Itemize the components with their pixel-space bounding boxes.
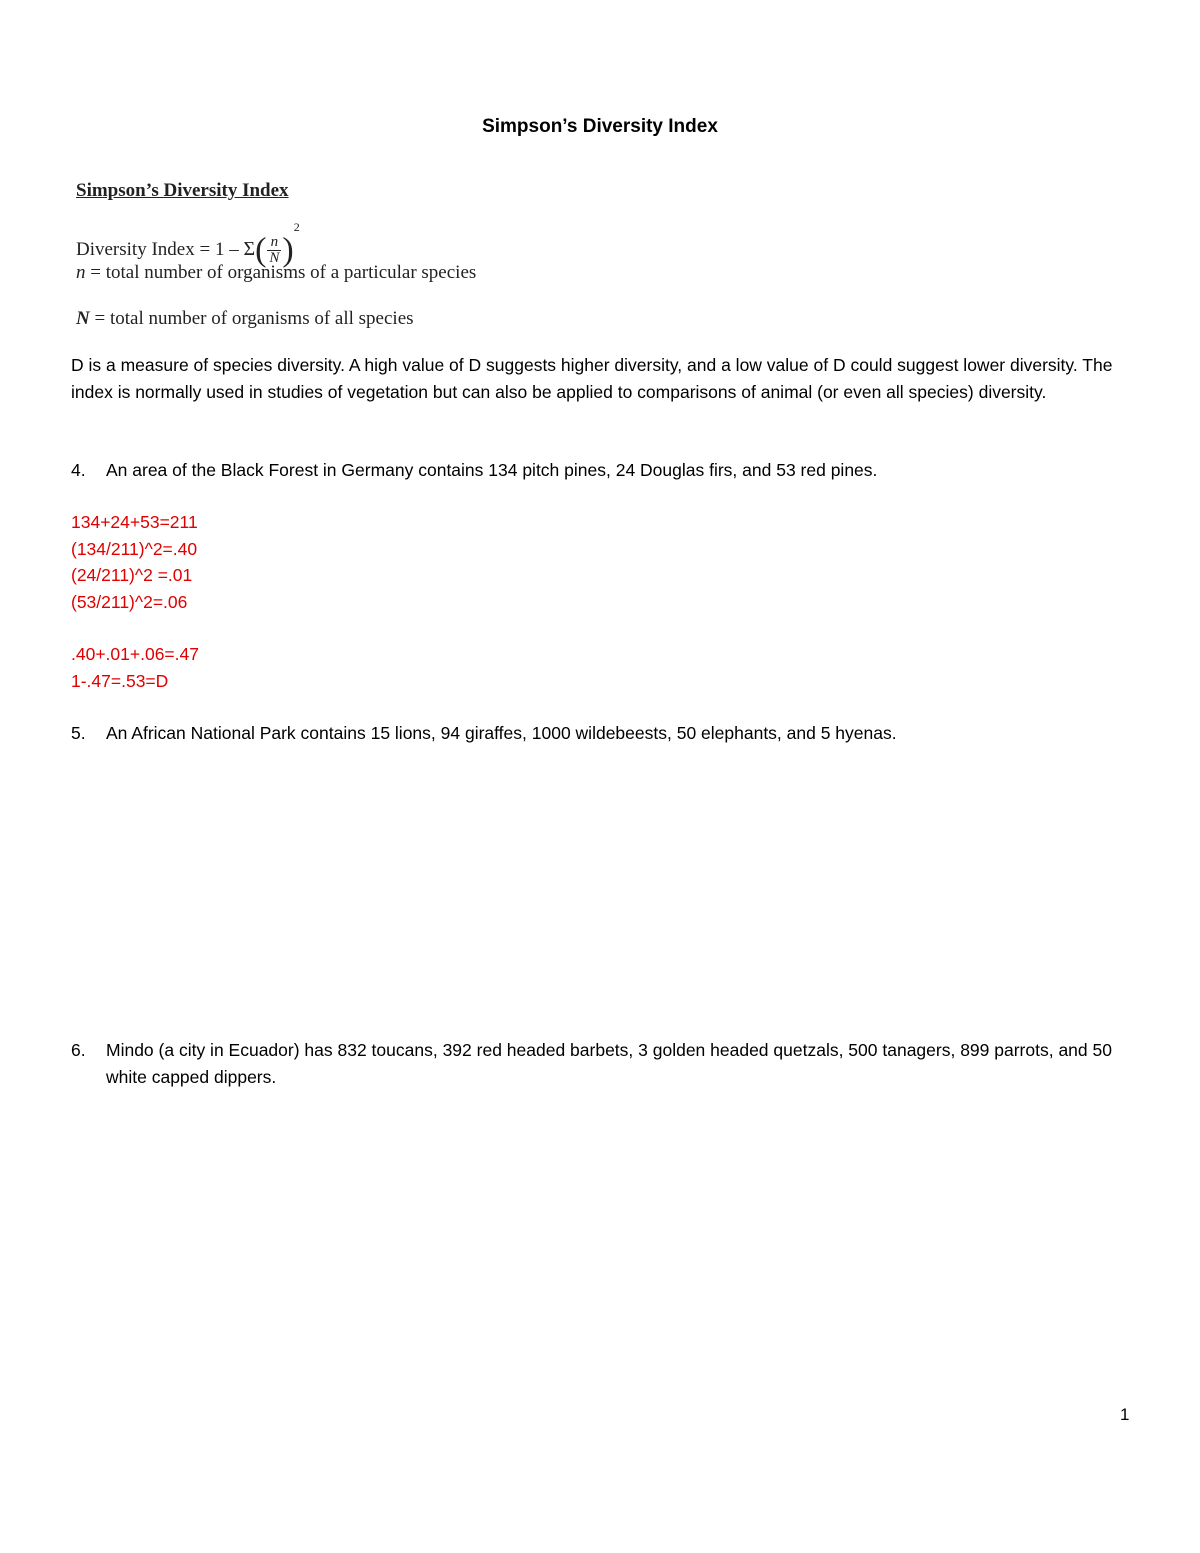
question-text: Mindo (a city in Ecuador) has 832 toucans, 392 red headed barbets, 3 golden headed quetzals, 500 tanagers, 899 parrots, and 50 white capped dippers.	[106, 1040, 1112, 1087]
answer-line: (134/211)^2=.40	[71, 538, 198, 559]
n-variable: n	[76, 262, 86, 283]
N-variable: N	[76, 308, 90, 329]
question-text: An African National Park contains 15 lions, 94 giraffes, 1000 wildebeests, 50 elephants, and 5 hyenas.	[106, 723, 897, 743]
fraction-numerator: n	[267, 235, 281, 251]
question-6	[71, 1037, 1131, 1091]
answer-line: 1-.47=.53=D	[71, 670, 169, 691]
question-number: 4.	[71, 460, 86, 480]
fraction-denominator: N	[269, 250, 280, 267]
answer-work-block-1	[71, 509, 198, 615]
answer-line: 134+24+53=211	[71, 512, 198, 532]
question-4	[71, 457, 1131, 484]
question-number: 5.	[71, 723, 86, 743]
answer-line: (24/211)^2 =.01	[71, 565, 193, 585]
answer-line: .40+.01+.06=.47	[71, 644, 199, 664]
page-number: 1	[1120, 1405, 1130, 1424]
n-definition	[76, 262, 476, 284]
answer-line: (53/211)^2=.06	[71, 591, 188, 612]
right-paren: )	[282, 231, 294, 269]
intro-paragraph: D is a measure of species diversity. A high value of D suggests higher diversity, and a low value of D could suggest lower diversity. The index is normally used in studies of vegetation but can also be applied to comparisons of animal (or even all species) diversity.	[71, 355, 1113, 402]
formula-image	[74, 178, 534, 338]
exponent: 2	[293, 220, 300, 234]
page-title: Simpson’s Diversity Index	[482, 116, 718, 137]
sigma-symbol: Σ	[243, 238, 256, 260]
answer-work-block-2	[71, 641, 199, 694]
question-text: An area of the Black Forest in Germany contains 134 pitch pines, 24 Douglas firs, and 53 red pines.	[106, 460, 878, 480]
left-paren: (	[255, 231, 267, 269]
question-number: 6.	[71, 1040, 86, 1060]
N-definition	[76, 308, 414, 330]
question-5	[71, 720, 1131, 747]
n-definition-text: = total number of organisms of a particular species	[85, 262, 477, 283]
formula-label: Diversity Index = 1 –	[76, 239, 239, 260]
formula-heading: Simpson’s Diversity Index	[76, 180, 289, 201]
N-definition-text: = total number of organisms of all species	[89, 308, 414, 329]
